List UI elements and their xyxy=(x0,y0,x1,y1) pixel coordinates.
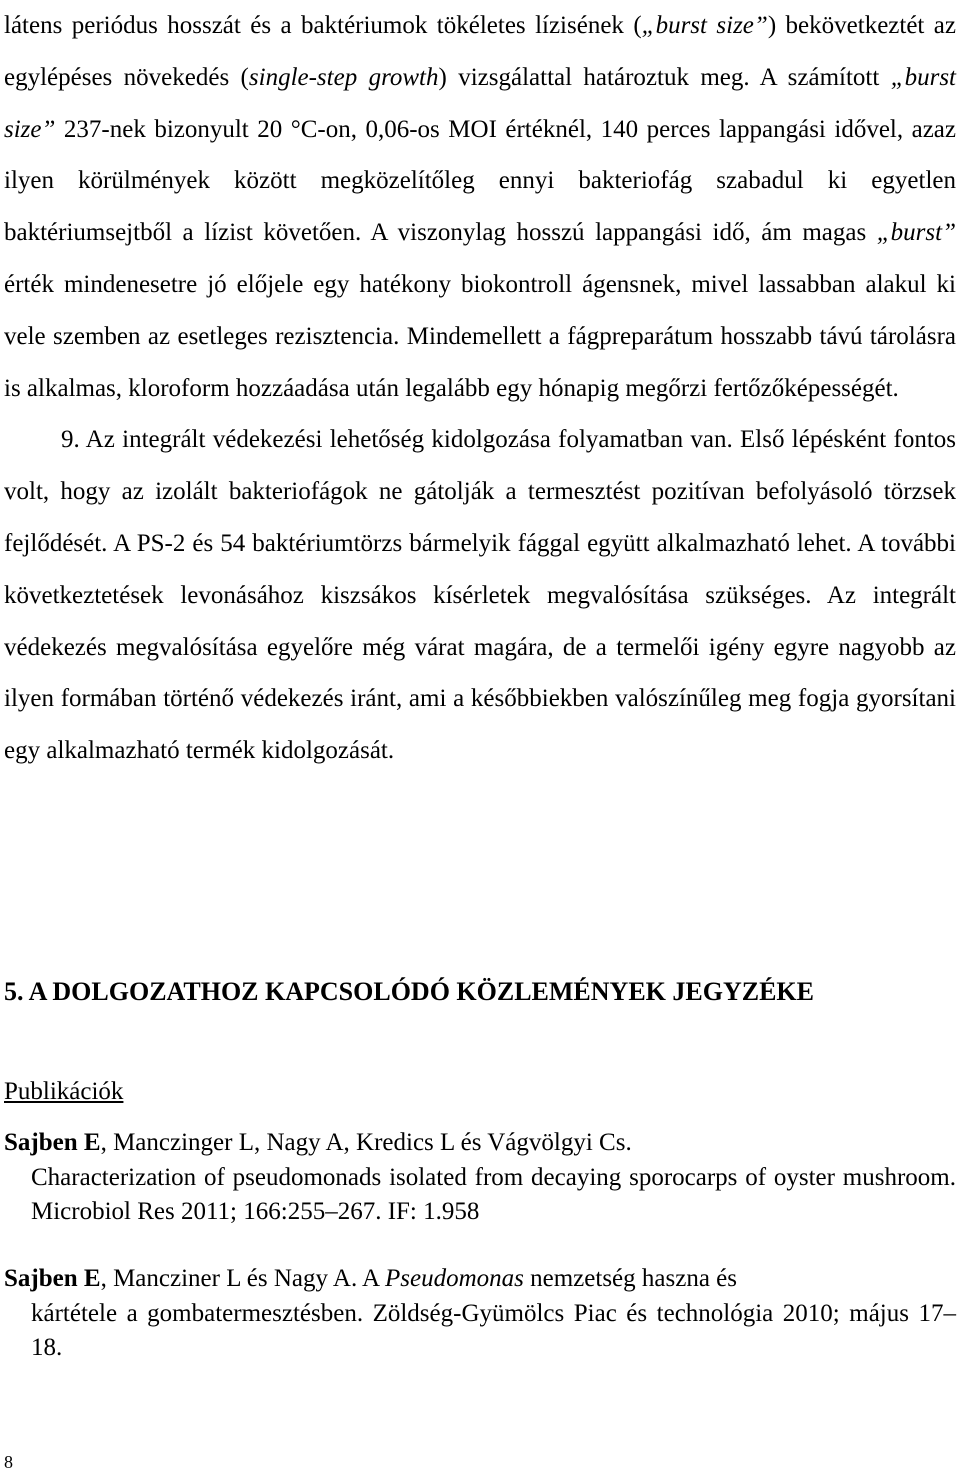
reference-author: Sajben E xyxy=(4,1265,101,1292)
paragraph-phage-characterization: látens periódus hosszát és a baktériumok tökéletes lízisének („burst size”) bekövetkeztét az egylépéses növekedés (single-step growth) vizsgálattal határoztuk meg. A számított „burst size” 237-nek bizonyult 20 °C-on, 0,06-os MOI értéknél, 140 perces lappangási idővel, azaz ilyen körülmények között megközelítőleg ennyi bakteriofág szabadul ki egyetlen baktériumsejtből a lízist követően. A viszonylag hosszú lappangási idő, ám magas „burst” érték mindenesetre jó előjele egy hatékony biokontroll ágensnek, mivel lassabban alakul ki vele szemben az esetleges rezisztencia. Mindemellett a fágpreparátum hosszabb távú tárolásra is alkalmas, kloroform hozzáadása után legalább egy hónapig megőrzi fertőzőképességét. xyxy=(4,12,956,402)
reference-author: Sajben E xyxy=(4,1129,101,1156)
section-heading: 5. A DOLGOZATHOZ KAPCSOLÓDÓ KÖZLEMÉNYEK JEGYZÉKE xyxy=(4,977,814,1006)
publications-subheading: Publikációk xyxy=(4,1078,124,1105)
body-text xyxy=(4,0,956,777)
paragraph-integrated-protection: 9. Az integrált védekezési lehetőség kidolgozása folyamatban van. Első lépésként fontos volt, hogy az izolált bakteriofágok ne gátolják a termesztést pozitívan befolyásoló törzsek fejlődését. A PS-2 és 54 baktériumtörzs bármelyik fággal együtt alkalmazható lehet. A további következtetések levonásához kiszsákos kísérletek megvalósítása szükséges. Az integrált védekezés megvalósítása egyelőre még várat magára, de a termelői igény egyre nagyobb az ilyen formában történő védekezés iránt, ami a későbbiekben valószínűleg meg fogja gyorsítani egy alkalmazható termék kidolgozását. xyxy=(4,426,956,765)
reference-item: Sajben E, Manczinger L, Nagy A, Kredics L és Vágvölgyi Cs. Characterization of pseudomonads isolated from decaying sporocarps of oyster mushroom. Microbiol Res 2011; 166:255–267. IF: 1.958 xyxy=(4,1129,956,1226)
reference-item: Sajben E, Mancziner L és Nagy A. A Pseudomonas nemzetség haszna és kártétele a gombatermesztésben. Zöldség-Gyümölcs Piac és technológia 2010; május 17–18. xyxy=(4,1265,956,1362)
page-number: 8 xyxy=(4,1452,13,1472)
